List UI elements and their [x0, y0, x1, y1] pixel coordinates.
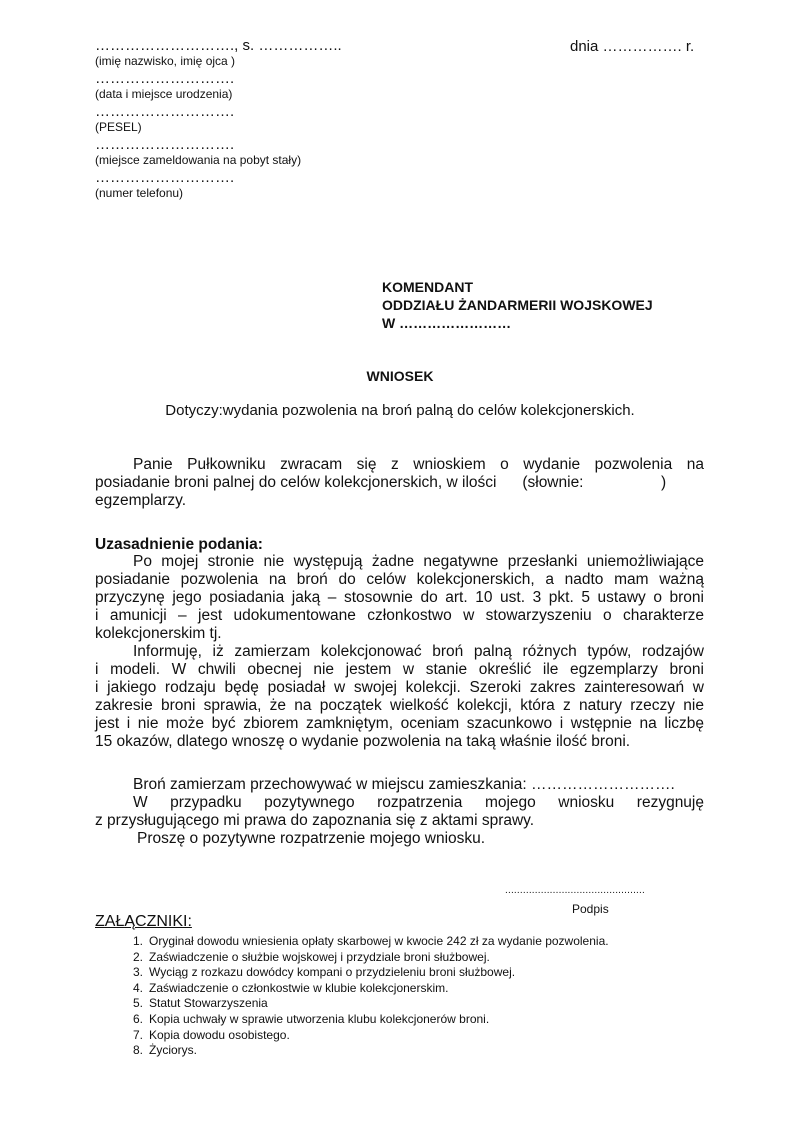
justification-line: Informuję, iż zamierzam kolekcjonować broń palną różnych typów, rodzajów [133, 643, 704, 660]
attachment-item [115, 950, 609, 966]
recipient-line-2: ODDZIAŁU ŻANDARMERII WOJSKOWEJ [382, 297, 653, 313]
phone-field-line: ………………………. [95, 169, 235, 186]
justification-line: zakresie broni sprawia, że na początek wielkość kolekcji, która z natury rzeczy nie [95, 697, 704, 714]
attachment-item [115, 1028, 609, 1044]
justification-paragraph-1 [95, 553, 704, 643]
justification-heading: Uzasadnienie podania: [95, 536, 263, 553]
attachment-item [115, 1043, 609, 1059]
birth-field-label: (data i miejsce urodzenia) [95, 87, 233, 101]
attachment-text: Kopia uchwały w sprawie utworzenia klubu kolekcjonerów broni. [149, 1011, 490, 1026]
recipient-line-3: W …………………… [382, 315, 512, 331]
attachment-number: 7. [132, 1027, 143, 1042]
attachment-item [115, 1012, 609, 1028]
phone-field-label: (numer telefonu) [95, 186, 184, 200]
name-field-label: (imię nazwisko, imię ojca ) [95, 54, 236, 68]
justification-line: posiadanie pozwolenia na broń do celów kolekcjonerskich, a nadto mam ważną [95, 571, 704, 588]
attachment-number: 6. [132, 1011, 143, 1026]
document-subject: Dotyczy:wydania pozwolenia na broń palną do celów kolekcjonerskich. [165, 402, 635, 419]
name-field-line: ………………………., s. …………….. [95, 37, 342, 54]
attachment-text: Kopia dowodu osobistego. [149, 1027, 290, 1042]
waiver-line: W przypadku pozytywnego rozpatrzenia mojego wniosku rezygnuję [133, 794, 704, 811]
waiver-line: z przysługującego mi prawa do zapoznania się z aktami sprawy. [95, 812, 535, 829]
signature-line: ............................................... [505, 885, 645, 896]
attachment-text: Zaświadczenie o członkostwie w klubie kolekcjonerskim. [149, 980, 449, 995]
attachment-number: 4. [132, 980, 143, 995]
residence-field-label: (miejsce zameldowania na pobyt stały) [95, 153, 302, 167]
request-line: posiadanie broni palnej do celów kolekcjonerskich, w ilości (słownie: ) [95, 474, 667, 491]
attachment-number: 1. [132, 934, 143, 948]
pesel-field-line: ………………………. [95, 103, 235, 120]
attachment-item [115, 996, 609, 1012]
attachment-item [115, 981, 609, 997]
recipient-line-1: KOMENDANT [382, 279, 473, 295]
date-field: dnia ……………. r. [570, 38, 695, 55]
applicant-details [95, 38, 515, 203]
recipient-block [382, 278, 653, 332]
justification-line: przyczynę jego posiadania jaką – stosownie do art. 10 ust. 3 pkt. 5 ustawy o broni [95, 589, 704, 606]
attachments-list [115, 934, 609, 1059]
request-paragraph [95, 456, 704, 510]
closing-line: Proszę o pozytywne rozpatrzenie mojego wniosku. [137, 830, 486, 847]
attachment-text: Życiorys. [149, 1043, 197, 1058]
attachment-item [115, 965, 609, 981]
attachment-number: 3. [132, 965, 143, 980]
justification-line: 15 okazów, dlatego wnoszę o wydanie pozwolenia na taką właśnie ilość broni. [95, 733, 631, 750]
attachment-number: 5. [132, 996, 143, 1011]
pesel-field-label: (PESEL) [95, 120, 142, 134]
attachments-heading: ZAŁĄCZNIKI: [95, 913, 192, 930]
attachment-text: Wyciąg z rozkazu dowódcy kompani o przydzieleniu broni służbowej. [149, 965, 516, 980]
signature-label: Podpis [572, 902, 609, 916]
justification-line: i modeli. W chwili obecnej nie jestem w stanie określić ile egzemplarzy broni [95, 661, 704, 678]
justification-line: i amunicji – jest udokumentowane członkostwo w stowarzyszeniu o charakterze [95, 607, 704, 624]
attachment-text: Statut Stowarzyszenia [149, 996, 268, 1011]
justification-line: i jakiego rodzaju będę posiadał w swojej kolekcji. Szeroki zakres zainteresowań w [95, 679, 704, 696]
attachment-text: Zaświadczenie o służbie wojskowej i przydziale broni służbowej. [149, 949, 490, 964]
birth-field-line: ………………………. [95, 70, 235, 87]
justification-line: jest i nie może być zbiorem zamkniętym, oceniam szacunkowo i wstępnie na liczbę [95, 715, 704, 732]
document-title: WNIOSEK [366, 368, 434, 384]
request-line: egzemplarzy. [95, 492, 187, 509]
attachment-number: 2. [132, 949, 143, 964]
justification-line: kolekcjonerskim tj. [95, 625, 222, 642]
residence-field-line: ………………………. [95, 136, 235, 153]
justification-paragraph-2 [95, 643, 704, 751]
attachment-text: Oryginał dowodu wniesienia opłaty skarbowej w kwocie 242 zł za wydanie pozwolenia. [149, 934, 609, 948]
storage-line: Broń zamierzam przechowywać w miejscu zamieszkania: ………………………. [133, 776, 675, 793]
justification-line: Po mojej stronie nie występują żadne negatywne przesłanki uniemożliwiające [133, 553, 704, 570]
attachment-item [115, 934, 609, 950]
attachment-number: 8. [132, 1043, 143, 1058]
storage-waiver-paragraph [95, 776, 704, 848]
request-line: Panie Pułkowniku zwracam się z wnioskiem o wydanie pozwolenia na [133, 456, 704, 473]
